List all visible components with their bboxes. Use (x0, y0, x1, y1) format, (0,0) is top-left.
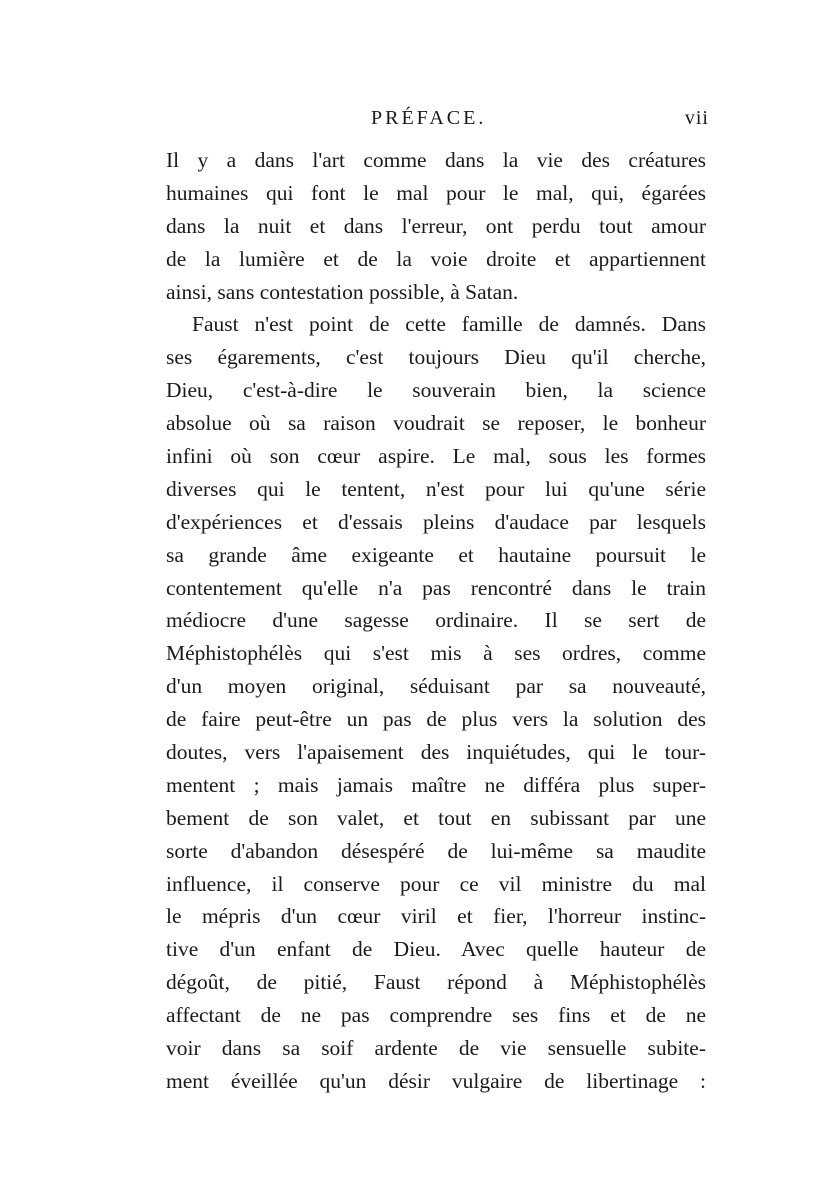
text-line: ment éveillée qu'un désir vulgaire de libertinage : (166, 1068, 706, 1093)
text-line: le mépris d'un cœur viril et fier, l'horreur instinc- (166, 904, 706, 929)
text-line: d'expériences et d'essais pleins d'audace par lesquels (166, 509, 706, 534)
text-line: Il y a dans l'art comme dans la vie des créatures (166, 148, 706, 172)
paragraph-start-line: Faust n'est point de cette famille de damnés. Dans (192, 312, 706, 337)
paragraph-end-line: ainsi, sans contestation possible, à Satan. (166, 279, 519, 304)
body-text (166, 144, 706, 1098)
text-line: contentement qu'elle n'a pas rencontré dans le train (166, 575, 706, 600)
text-line: sorte d'abandon désespéré de lui-même sa maudite (166, 838, 706, 863)
text-line: dans la nuit et dans l'erreur, ont perdu tout amour (166, 213, 706, 238)
text-line: sa grande âme exigeante et hautaine poursuit le (166, 542, 706, 567)
text-line: humaines qui font le mal pour le mal, qui, égarées (166, 180, 706, 205)
running-title: PRÉFACE. (371, 107, 487, 129)
text-line: de la lumière et de la voie droite et appartiennent (166, 246, 706, 271)
text-line: Dieu, c'est-à-dire le souverain bien, la science (166, 378, 706, 403)
text-line: d'un moyen original, séduisant par sa nouveauté, (166, 674, 706, 699)
text-line: voir dans sa soif ardente de vie sensuelle subite- (166, 1036, 706, 1061)
text-line: médiocre d'une sagesse ordinaire. Il se sert de (166, 608, 706, 633)
text-line: de faire peut-être un pas de plus vers la solution des (166, 707, 706, 732)
text-line: absolue où sa raison voudrait se reposer, le bonheur (166, 411, 706, 436)
text-line: affectant de ne pas comprendre ses fins et de ne (166, 1003, 706, 1028)
text-line: diverses qui le tentent, n'est pour lui qu'une série (166, 476, 706, 501)
text-line: dégoût, de pitié, Faust répond à Méphistophélès (166, 970, 706, 995)
text-line: mentent ; mais jamais maître ne différa plus super- (166, 772, 706, 797)
text-line: doutes, vers l'apaisement des inquiétudes, qui le tour- (166, 740, 706, 765)
text-line: tive d'un enfant de Dieu. Avec quelle hauteur de (166, 937, 706, 962)
page-header (0, 103, 840, 133)
text-line: ses égarements, c'est toujours Dieu qu'il cherche, (166, 345, 706, 370)
text-line: influence, il conserve pour ce vil ministre du mal (166, 871, 706, 896)
page-number: vii (684, 107, 709, 129)
text-line: bement de son valet, et tout en subissant par une (166, 805, 706, 830)
text-line: Méphistophélès qui s'est mis à ses ordres, comme (166, 641, 706, 666)
text-line: infini où son cœur aspire. Le mal, sous les formes (166, 444, 706, 469)
